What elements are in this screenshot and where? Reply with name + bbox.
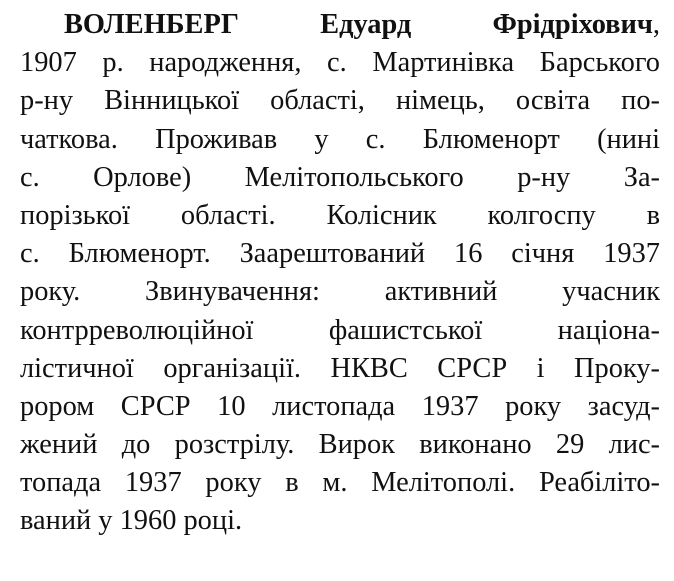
entry-text-line: рором СРСР 10 листопада 1937 року засуд- <box>20 390 660 422</box>
entry-text-line: контрреволюційної фашистської націона- <box>20 314 660 346</box>
entry-text-line: р-ну Вінницької області, німець, освіта по- <box>20 85 660 117</box>
entry-text-line: 1907 р. народження, с. Мартинівка Барського <box>20 47 660 79</box>
entry-text-line: жений до розстрілу. Вирок виконано 29 лис- <box>20 429 660 461</box>
person-surname: ВОЛЕНБЕРГ <box>64 9 239 40</box>
entry-heading-line: ВОЛЕНБЕРГ Едуард Фрідріхович, <box>64 9 660 40</box>
person-given-names: Едуард Фрідріхович <box>320 9 653 40</box>
entry-text-line: с. Орлове) Мелітопольського р-ну За- <box>20 161 660 193</box>
entry-text-line: року. Звинувачення: активний учасник <box>20 276 660 308</box>
entry-text-line: с. Блюменорт. Заарештований 16 січня 1937 <box>20 238 660 270</box>
entry-text-line: лістичної організації. НКВС СРСР і Проку- <box>20 352 660 384</box>
entry-text-line: порізької області. Колісник колгоспу в <box>20 199 660 231</box>
biographical-entry <box>20 0 660 541</box>
entry-text-line: чаткова. Проживав у с. Блюменорт (нині <box>20 123 660 155</box>
entry-text-line: ваний у 1960 році. <box>20 505 243 537</box>
entry-text-line: топада 1937 року в м. Мелітополі. Реабіліто- <box>20 467 660 499</box>
